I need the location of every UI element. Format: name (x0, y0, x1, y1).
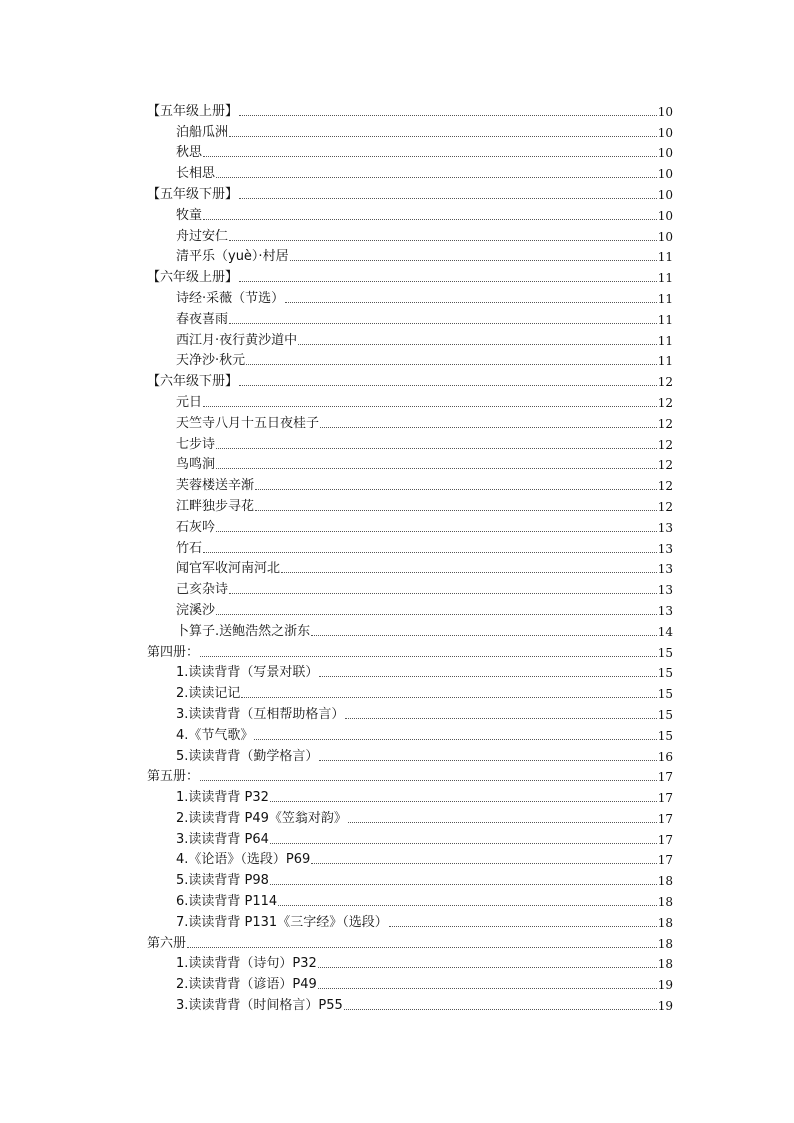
toc-page-number: 19 (657, 999, 673, 1014)
toc-entry[interactable] (147, 494, 673, 515)
toc-page-number: 14 (657, 624, 673, 639)
toc-entry-title: 浣溪沙 (176, 602, 216, 618)
toc-entry[interactable] (147, 390, 673, 411)
toc-page-number: 15 (657, 687, 673, 702)
toc-page-number: 10 (657, 187, 673, 202)
toc-entry-title: 2.读读背背（谚语）P49 (176, 977, 317, 993)
toc-dot-leader (318, 987, 657, 989)
toc-dot-leader (216, 613, 657, 615)
toc-entry[interactable] (147, 432, 673, 453)
toc-page-number: 11 (657, 312, 673, 327)
toc-dot-leader (319, 759, 656, 761)
toc-dot-leader (254, 738, 656, 740)
toc-entry[interactable] (147, 515, 673, 536)
toc-entry[interactable] (147, 577, 673, 598)
toc-page-number: 18 (657, 895, 673, 910)
toc-entry-title: 长相思 (176, 166, 216, 182)
toc-dot-leader (348, 821, 657, 823)
toc-entry-title: 天净沙·秋元 (176, 353, 246, 369)
toc-dot-leader (216, 530, 657, 532)
toc-dot-leader (239, 384, 657, 386)
toc-entry[interactable] (147, 245, 673, 266)
toc-page-number: 10 (657, 167, 673, 182)
toc-dot-leader (241, 696, 656, 698)
toc-dot-leader (203, 155, 657, 157)
toc-page-number: 17 (657, 853, 673, 868)
toc-entry-title: 【五年级下册】 (147, 186, 239, 202)
toc-entry[interactable] (147, 307, 673, 328)
toc-entry-title: 己亥杂诗 (176, 582, 229, 598)
toc-entry-title: 卜算子.送鲍浩然之浙东 (176, 623, 311, 639)
toc-entry-title: 芙蓉楼送辛渐 (176, 478, 255, 494)
toc-page-number: 17 (657, 770, 673, 785)
toc-entry-title: 1.读读背背 P32 (176, 790, 269, 806)
toc-page-number: 11 (657, 354, 673, 369)
toc-entry[interactable] (147, 889, 673, 910)
toc-entry[interactable] (147, 619, 673, 640)
toc-entry-title: 竹石 (176, 540, 203, 556)
toc-section-entry[interactable] (147, 182, 673, 203)
toc-entry-title: 3.读读背背（时间格言）P55 (176, 998, 343, 1014)
toc-entry[interactable] (147, 993, 673, 1014)
toc-entry[interactable] (147, 203, 673, 224)
toc-page-number: 15 (657, 707, 673, 722)
toc-entry-title: 春夜喜雨 (176, 311, 229, 327)
toc-dot-leader (298, 343, 657, 345)
toc-entry[interactable] (147, 453, 673, 474)
toc-entry-title: 清平乐（yuè）·村居 (176, 249, 289, 265)
toc-entry[interactable] (147, 557, 673, 578)
toc-section-entry[interactable] (147, 265, 673, 286)
toc-entry-title: 闻官军收河南河北 (176, 561, 281, 577)
toc-entry-title: 7.读读背背 P131《三字经》（选段） (176, 914, 388, 930)
toc-entry-title: 2.读读记记 (176, 686, 241, 702)
toc-dot-leader (311, 634, 657, 636)
toc-entry[interactable] (147, 744, 673, 765)
toc-entry-title: 牧童 (176, 207, 203, 223)
toc-entry[interactable] (147, 723, 673, 744)
toc-entry-title: 西江月·夜行黄沙道中 (176, 332, 298, 348)
toc-page-number: 13 (657, 603, 673, 618)
toc-dot-leader (345, 717, 656, 719)
toc-page-number: 15 (657, 728, 673, 743)
toc-page-number: 15 (657, 645, 673, 660)
toc-dot-leader (389, 925, 657, 927)
toc-page-number: 12 (657, 479, 673, 494)
toc-entry-title: 3.读读背背 P64 (176, 831, 269, 847)
toc-entry-title: 泊船瓜洲 (176, 124, 229, 140)
toc-entry-title: 【六年级下册】 (147, 374, 239, 390)
toc-entry[interactable] (147, 224, 673, 245)
toc-page-number: 11 (657, 291, 673, 306)
toc-dot-leader (246, 363, 657, 365)
toc-entry[interactable] (147, 785, 673, 806)
toc-dot-leader (320, 426, 657, 428)
toc-entry[interactable] (147, 972, 673, 993)
toc-dot-leader (229, 239, 657, 241)
toc-dot-leader (229, 135, 657, 137)
toc-dot-leader (318, 966, 657, 968)
toc-entry-title: 5.读读背背（勤学格言） (176, 748, 319, 764)
toc-page-number: 18 (657, 874, 673, 889)
toc-page-number: 12 (657, 437, 673, 452)
toc-entry-title: 4.《节气歌》 (176, 727, 254, 743)
toc-entry[interactable] (147, 286, 673, 307)
toc-entry-title: 诗经·采薇（节选） (176, 290, 285, 306)
toc-dot-leader (270, 800, 657, 802)
toc-page-number: 10 (657, 229, 673, 244)
toc-dot-leader (255, 488, 657, 490)
toc-entry[interactable] (147, 120, 673, 141)
toc-dot-leader (216, 447, 657, 449)
toc-entry-title: 【五年级上册】 (147, 103, 239, 119)
toc-page-number: 13 (657, 562, 673, 577)
toc-entry-title: 舟过安仁 (176, 228, 229, 244)
toc-page-number: 18 (657, 936, 673, 951)
toc-page-number: 10 (657, 104, 673, 119)
toc-page-number: 19 (657, 978, 673, 993)
toc-page-number: 11 (657, 333, 673, 348)
toc-dot-leader (187, 946, 657, 948)
toc-dot-leader (285, 301, 657, 303)
toc-dot-leader (311, 862, 656, 864)
toc-section-entry[interactable] (147, 640, 673, 661)
toc-dot-leader (200, 655, 657, 657)
toc-entry[interactable] (147, 141, 673, 162)
toc-dot-leader (344, 1008, 657, 1010)
toc-entry[interactable] (147, 473, 673, 494)
toc-entry[interactable] (147, 910, 673, 931)
toc-entry-title: 第四册： (147, 644, 200, 660)
toc-dot-leader (255, 509, 657, 511)
toc-dot-leader (239, 114, 657, 116)
toc-section-entry[interactable] (147, 931, 673, 952)
toc-entry[interactable] (147, 536, 673, 557)
toc-dot-leader (239, 280, 657, 282)
toc-entry[interactable] (147, 827, 673, 848)
toc-entry-title: 4.《论语》（选段）P69 (176, 852, 311, 868)
toc-page-number: 12 (657, 499, 673, 514)
toc-page-number: 12 (657, 458, 673, 473)
toc-page-number: 11 (657, 250, 673, 265)
toc-page-number: 10 (657, 146, 673, 161)
toc-entry-title: 七步诗 (176, 436, 216, 452)
toc-dot-leader (319, 675, 656, 677)
toc-entry-title: 元日 (176, 394, 203, 410)
toc-entry-title: 石灰吟 (176, 519, 216, 535)
toc-entry-title: 第六册 (147, 935, 187, 951)
toc-dot-leader (239, 197, 657, 199)
toc-dot-leader (281, 571, 657, 573)
toc-page-number: 17 (657, 791, 673, 806)
toc-entry-title: 第五册： (147, 769, 200, 785)
toc-entry[interactable] (147, 661, 673, 682)
toc-entry-title: 1.读读背背（诗句）P32 (176, 956, 317, 972)
toc-section-entry[interactable] (147, 765, 673, 786)
toc-entry[interactable] (147, 411, 673, 432)
toc-page-number: 15 (657, 666, 673, 681)
toc-dot-leader (200, 779, 657, 781)
toc-entry[interactable] (147, 598, 673, 619)
toc-dot-leader (216, 467, 657, 469)
toc-entry-title: 鸟鸣涧 (176, 457, 216, 473)
toc-entry[interactable] (147, 681, 673, 702)
toc-dot-leader (270, 883, 657, 885)
toc-page-number: 16 (657, 749, 673, 764)
toc-dot-leader (229, 592, 657, 594)
toc-entry[interactable] (147, 161, 673, 182)
toc-entry[interactable] (147, 848, 673, 869)
toc-entry-title: 秋思 (176, 145, 203, 161)
toc-dot-leader (216, 176, 657, 178)
toc-page-number: 17 (657, 811, 673, 826)
toc-entry-title: 江畔独步寻花 (176, 498, 255, 514)
toc-page-number: 11 (657, 271, 673, 286)
toc-entry[interactable] (147, 868, 673, 889)
toc-entry[interactable] (147, 349, 673, 370)
toc-dot-leader (290, 259, 657, 261)
toc-page-number: 12 (657, 375, 673, 390)
toc-entry-title: 2.读读背背 P49《笠翁对韵》 (176, 810, 347, 826)
toc-dot-leader (203, 405, 657, 407)
toc-entry[interactable] (147, 328, 673, 349)
toc-dot-leader (270, 842, 657, 844)
toc-entry[interactable] (147, 952, 673, 973)
toc-section-entry[interactable] (147, 369, 673, 390)
table-of-contents (147, 99, 673, 1014)
toc-entry[interactable] (147, 702, 673, 723)
toc-page-number: 13 (657, 541, 673, 556)
toc-page-number: 17 (657, 832, 673, 847)
toc-page-number: 10 (657, 125, 673, 140)
toc-dot-leader (229, 322, 657, 324)
toc-dot-leader (203, 551, 657, 553)
toc-page-number: 18 (657, 915, 673, 930)
toc-page-number: 12 (657, 395, 673, 410)
toc-dot-leader (203, 218, 657, 220)
toc-entry-title: 1.读读背背（写景对联） (176, 665, 319, 681)
toc-section-entry[interactable] (147, 99, 673, 120)
toc-page-number: 18 (657, 957, 673, 972)
toc-page-number: 12 (657, 416, 673, 431)
toc-entry-title: 天竺寺八月十五日夜桂子 (176, 415, 320, 431)
toc-dot-leader (278, 904, 657, 906)
toc-entry-title: 3.读读背背（互相帮助格言） (176, 706, 345, 722)
toc-entry-title: 6.读读背背 P114 (176, 894, 278, 910)
toc-entry-title: 【六年级上册】 (147, 270, 239, 286)
toc-page-number: 10 (657, 208, 673, 223)
toc-page-number: 13 (657, 583, 673, 598)
toc-entry[interactable] (147, 806, 673, 827)
toc-entry-title: 5.读读背背 P98 (176, 873, 269, 889)
toc-page-number: 13 (657, 520, 673, 535)
